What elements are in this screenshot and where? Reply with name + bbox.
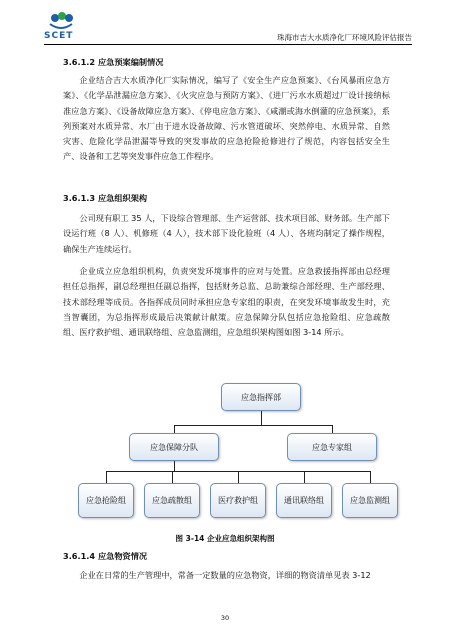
section-heading-org: 3.6.1.3 应急组织架构 [63,193,148,203]
org-box-medical: 医疗救护组 [210,483,266,518]
paragraph-org: 企业成立应急组织机构，负责突发环境事件的应对与处置。应急救援指挥部由总经理担任总指挥，副总经理担任副总指挥，包括财务总监、总助兼综合部经理、生产部经理、技术部经理等成员。各指挥成员同时承担应急专家组的职责，在突发环境事故发生时，充当智囊团，为总指挥形成最后决策献计献策。应急保障分队包括应急抢险组、应急疏散组、医疗救护组、通讯联络组、应急监测组，应急组织架构图如图 3-14 所示。 [63,266,390,338]
document-title: 珠海市吉大水质净化厂环境风险评估报告 [277,33,412,42]
page-number: 30 [220,614,230,622]
connector [332,425,333,433]
scet-logo-icon [46,10,76,32]
figure-caption: 图 3-14 企业应急组织架构图 [175,534,275,543]
connector [106,471,107,483]
connector [174,461,175,471]
connector [370,471,371,483]
connector [238,471,239,483]
connector [174,425,332,426]
paragraph-staff: 公司现有职工 35 人，下设综合管理部、生产运营部、技术项目部、财务部。生产部下设运行班（8 人）、机修班（4 人），技术部下设化验班（4 人）、各班均制定了操作规程，确保生产连续运行。 [63,213,390,254]
connector [261,411,262,425]
page-header [44,10,412,45]
org-box-rescue: 应急抢险组 [78,483,134,518]
connector [304,471,305,483]
connector [172,471,173,483]
logo-text: SCET [44,31,74,41]
org-chart [78,383,398,523]
org-box-monitoring: 应急监测组 [342,483,398,518]
section-heading-plans: 3.6.1.2 应急预案编制情况 [63,57,164,67]
org-box-communication: 通讯联络组 [276,483,332,518]
org-box-command: 应急指挥部 [221,383,301,411]
org-box-expert-group: 应急专家组 [287,433,377,461]
connector [174,425,175,433]
org-box-evacuation: 应急疏散组 [144,483,200,518]
section-heading-supplies: 3.6.1.4 应急物资情况 [63,551,148,561]
org-box-support-team: 应急保障分队 [129,433,219,461]
paragraph-supplies: 企业在日常的生产管理中，常备一定数量的应急物资，详细的物资清单见表 3-12 [79,570,371,580]
paragraph-plans: 企业结合吉大水质净化厂实际情况，编写了《安全生产应急预案》、《台风暴雨应急方案》、《化学品泄漏应急方案》、《火灾应急与预防方案》、《进厂污水水质超过厂设计接纳标准应急方案》、《设备故障应急方案》、《停电应急方案》、《咸潮或海水倒灌的应急预案》，系列预案对水质异常、水厂由于进水设备故障、污水管道破坏、突然停电、水质异常、自然灾害、危险化学品泄漏等导致的突发事故的应急抢险抢修进行了规范，内容包括安全生产、设备和工艺等突发事件应急工作程序。 [63,75,390,162]
